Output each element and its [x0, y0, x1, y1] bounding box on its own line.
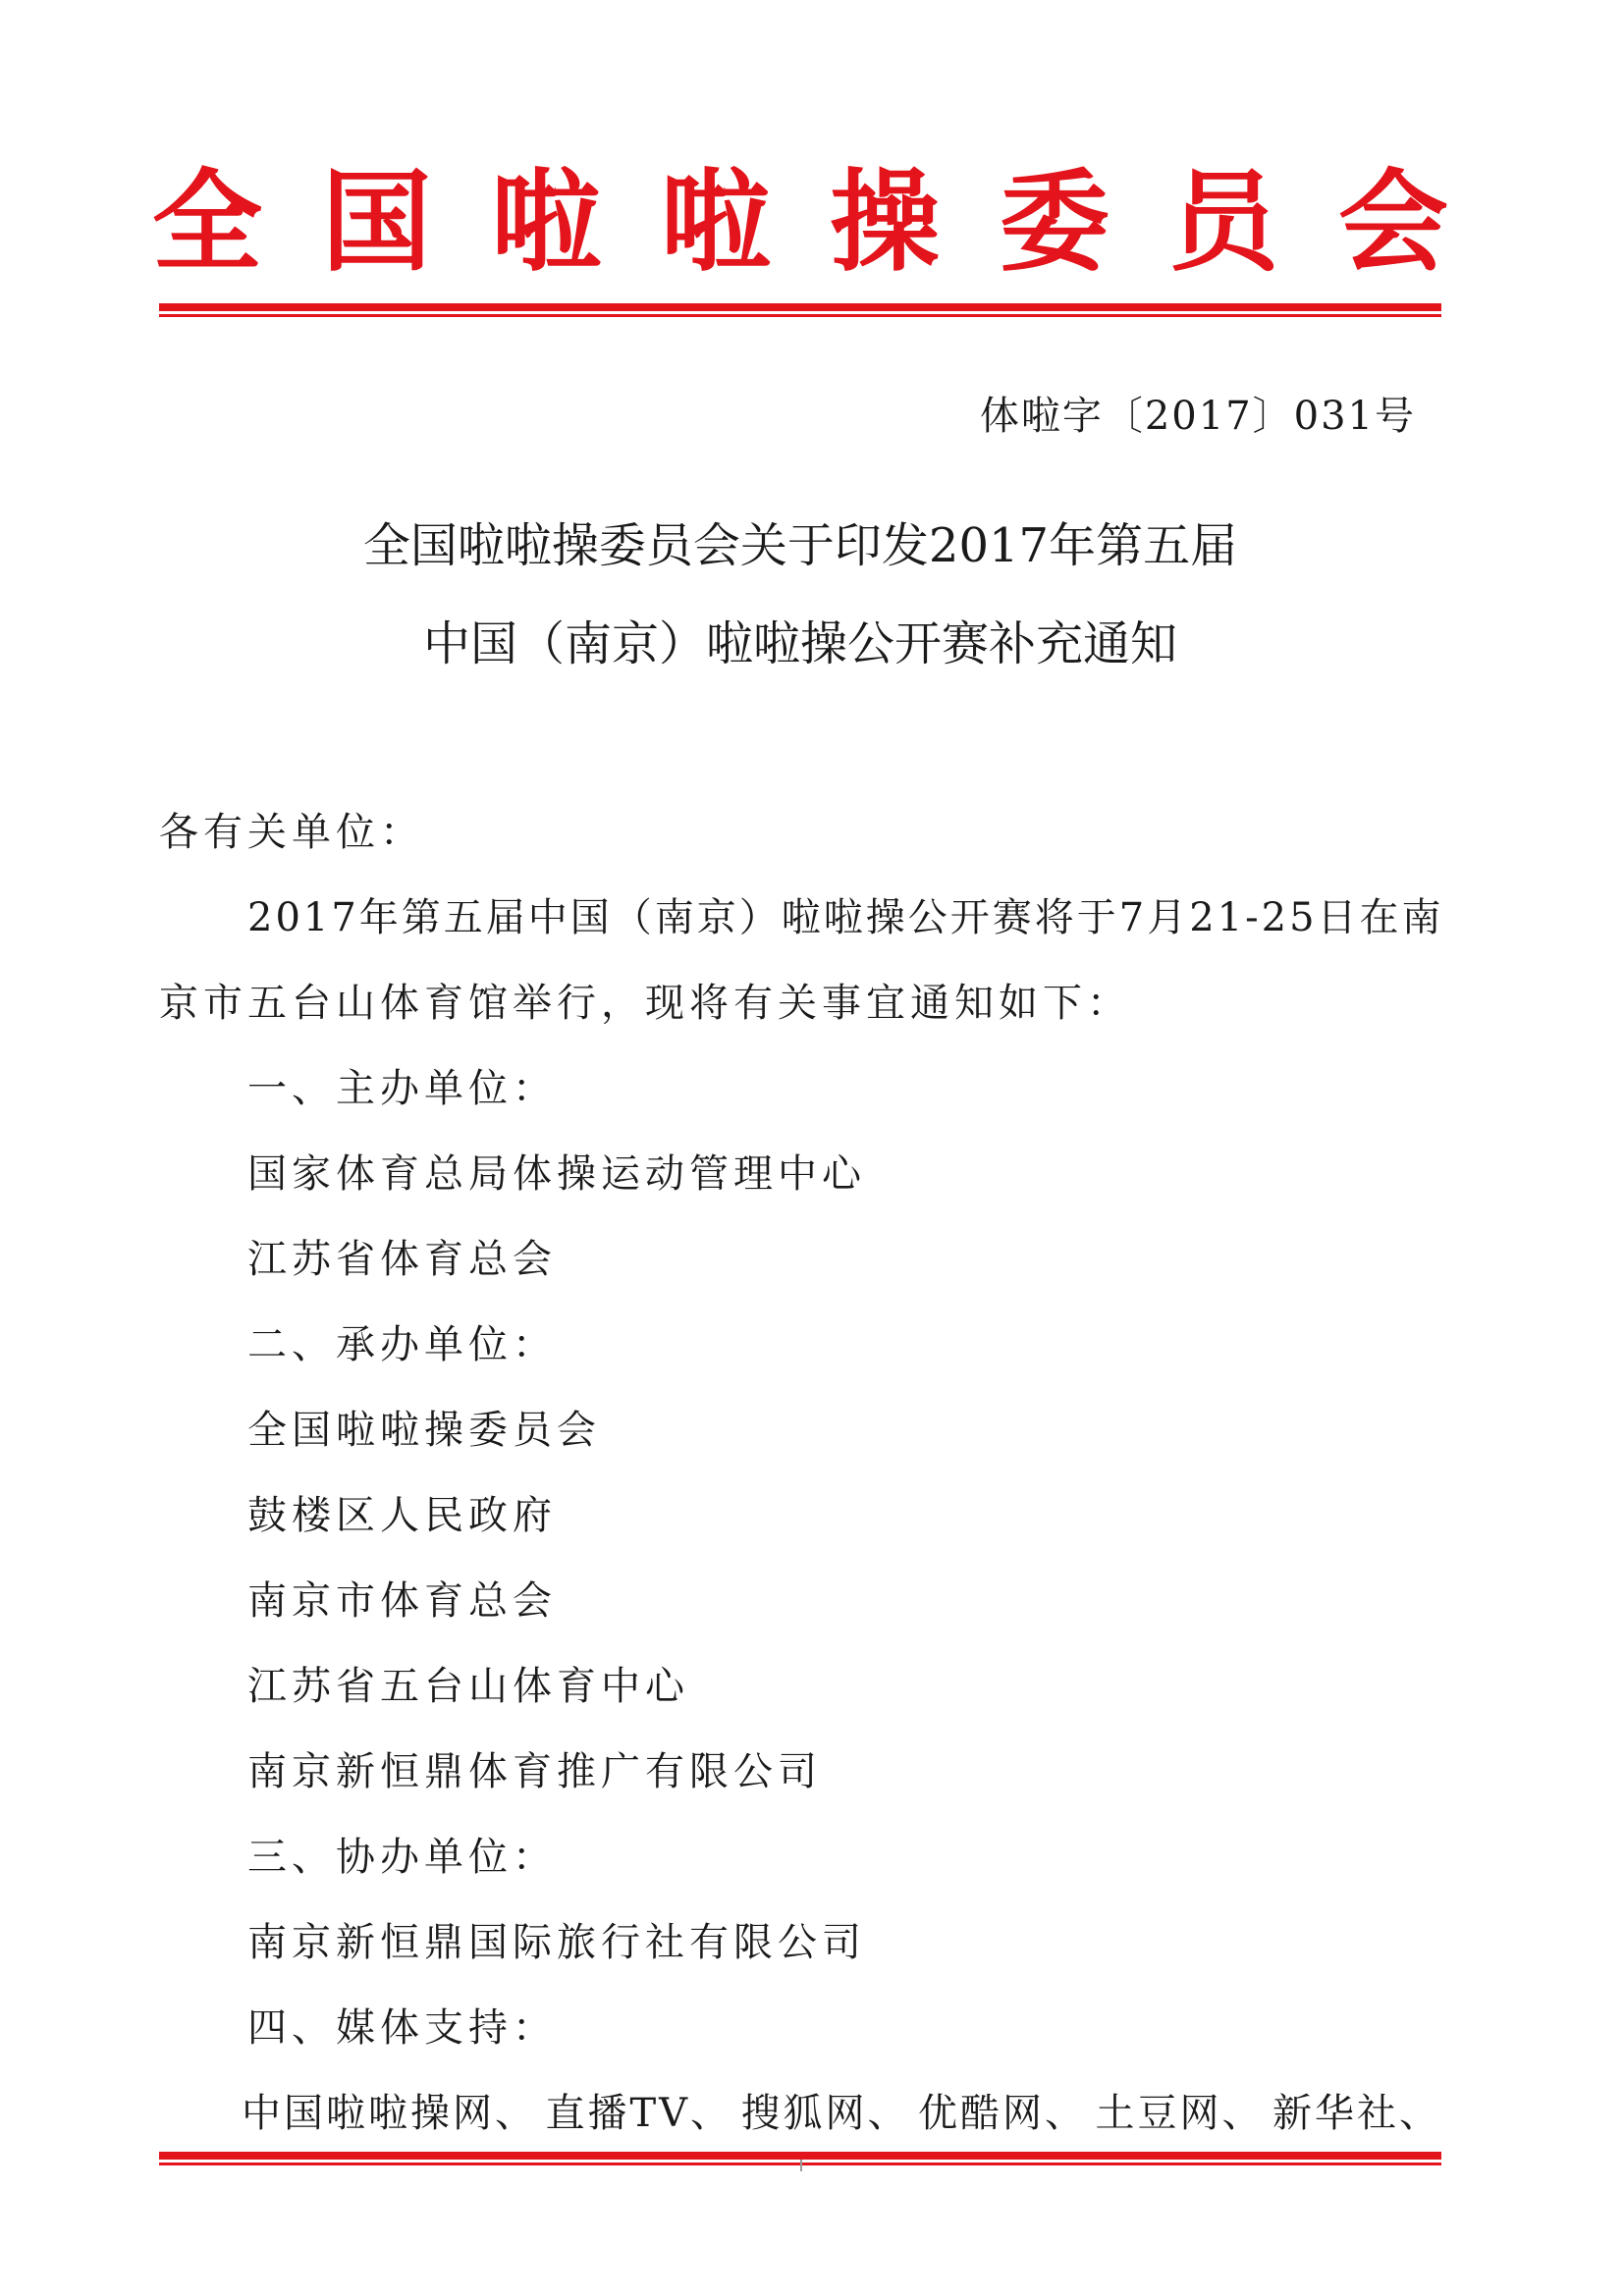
page-center-mark — [800, 2160, 802, 2171]
list-item: 江苏省体育总会 — [247, 1237, 557, 1282]
media-partners-line — [242, 2088, 1441, 2139]
list-item: 国家体育总局体操运动管理中心 — [247, 1151, 866, 1197]
header-char: 啦 — [660, 158, 771, 287]
salutation: 各有关单位： — [159, 810, 424, 855]
list-item: 鼓楼区人民政府 — [247, 1493, 557, 1538]
header-char: 国 — [321, 158, 432, 287]
media-partner: 中国啦啦操网、 — [242, 2091, 537, 2136]
document-title-line-1: 全国啦啦操委员会关于印发2017年第五届 — [362, 518, 1238, 573]
header-divider — [159, 303, 1441, 317]
section-title-organizers: 一、主办单位： — [247, 1066, 557, 1111]
list-item: 南京新恒鼎体育推广有限公司 — [247, 1749, 822, 1794]
header-char: 委 — [999, 158, 1110, 287]
section-title-media: 四、媒体支持： — [247, 2005, 557, 2051]
header-char: 员 — [1168, 158, 1279, 287]
list-item: 南京市体育总会 — [247, 1578, 557, 1624]
header-char: 全 — [152, 158, 262, 287]
header-char: 操 — [830, 158, 941, 287]
document-number: 体啦字〔2017〕031号 — [979, 394, 1416, 439]
section-title-hosts: 二、承办单位： — [247, 1322, 557, 1367]
media-partner: 土豆网、 — [1095, 2091, 1265, 2136]
media-partner: 搜狐网、 — [740, 2091, 910, 2136]
header-char: 会 — [1337, 158, 1448, 287]
organization-header — [152, 159, 1448, 287]
section-title-co-organizers: 三、协办单位： — [247, 1835, 557, 1880]
media-partner: 新华社、 — [1272, 2091, 1441, 2136]
document-title-line-2: 中国（南京）啦啦操公开赛补充通知 — [422, 616, 1177, 671]
intro-line-1: 2017年第五届中国（南京）啦啦操公开赛将于7月21-25日在南 — [247, 895, 1444, 940]
list-item: 南京新恒鼎国际旅行社有限公司 — [247, 1920, 866, 1965]
media-partner: 优酷网、 — [918, 2091, 1088, 2136]
list-item: 江苏省五台山体育中心 — [247, 1664, 689, 1709]
intro-line-2: 京市五台山体育馆举行，现将有关事宜通知如下： — [159, 981, 1131, 1026]
header-char: 啦 — [491, 158, 602, 287]
list-item: 全国啦啦操委员会 — [247, 1408, 601, 1453]
media-partner: 直播TV、 — [545, 2091, 733, 2136]
